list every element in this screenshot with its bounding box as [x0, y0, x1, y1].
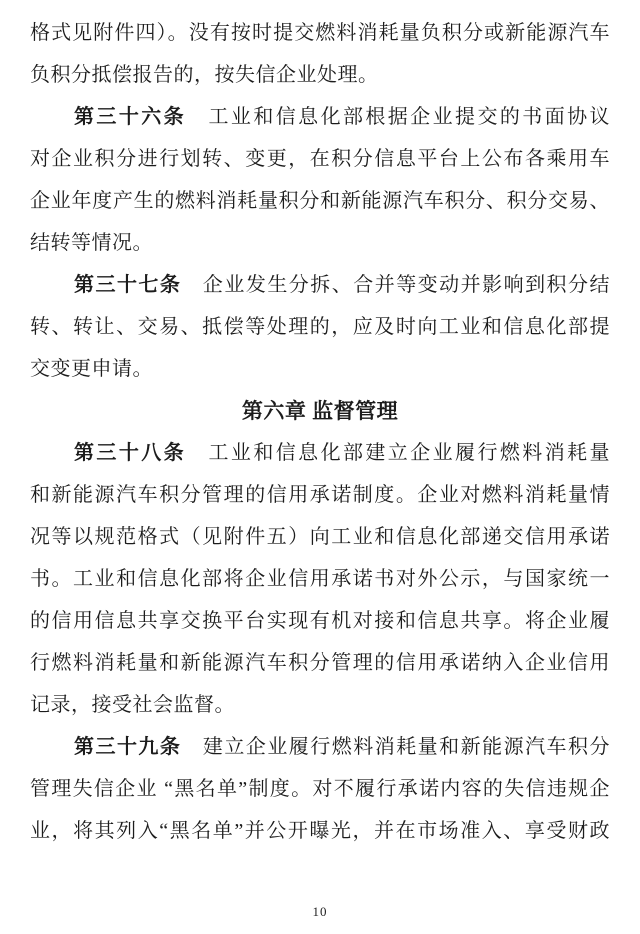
text-line: 第三十六条 工业和信息化部根据企业提交的书面协议 — [74, 106, 610, 128]
text-line: 负积分抵偿报告的，按失信企业处理。 — [30, 64, 379, 86]
article-number: 第三十六条 — [74, 106, 187, 128]
text-line: 记录，接受社会监督。 — [30, 694, 235, 716]
article-number: 第三十七条 — [74, 274, 182, 296]
text-line: 对企业积分进行划转、变更，在积分信息平台上公布各乘用车 — [30, 148, 610, 170]
text-line: 转、转让、交易、抵偿等处理的，应及时向工业和信息化部提 — [30, 316, 610, 338]
chapter-heading: 第六章 监督管理 — [241, 399, 399, 423]
text-line: 第三十八条 工业和信息化部建立企业履行燃料消耗量 — [74, 442, 610, 464]
text-line: 第三十九条 建立企业履行燃料消耗量和新能源汽车积分 — [74, 736, 610, 758]
text-line: 和新能源汽车积分管理的信用承诺制度。企业对燃料消耗量情 — [30, 484, 610, 506]
page-number: 10 — [312, 904, 328, 919]
text-line: 业，将其列入“黑名单”并公开曝光，并在市场准入、享受财政 — [30, 820, 610, 842]
text-line: 第三十七条 企业发生分拆、合并等变动并影响到积分结 — [74, 274, 610, 296]
text-line: 企业年度产生的燃料消耗量积分和新能源汽车积分、积分交易、 — [30, 190, 610, 212]
text-line: 行燃料消耗量和新能源汽车积分管理的信用承诺纳入企业信用 — [30, 652, 610, 674]
text-line: 况等以规范格式（见附件五）向工业和信息化部递交信用承诺 — [30, 526, 610, 548]
article-number: 第三十九条 — [74, 736, 182, 758]
text-line: 书。工业和信息化部将企业信用承诺书对外公示，与国家统一 — [30, 568, 610, 590]
text-line: 管理失信企业 “黑名单”制度。对不履行承诺内容的失信违规企 — [30, 778, 610, 800]
text-line: 结转等情况。 — [30, 232, 153, 254]
text-line: 交变更申请。 — [30, 358, 153, 380]
text-line: 格式见附件四）。没有按时提交燃料消耗量负积分或新能源汽车 — [30, 22, 610, 44]
article-number: 第三十八条 — [74, 442, 187, 464]
text-line: 的信用信息共享交换平台实现有机对接和信息共享。将企业履 — [30, 610, 610, 632]
